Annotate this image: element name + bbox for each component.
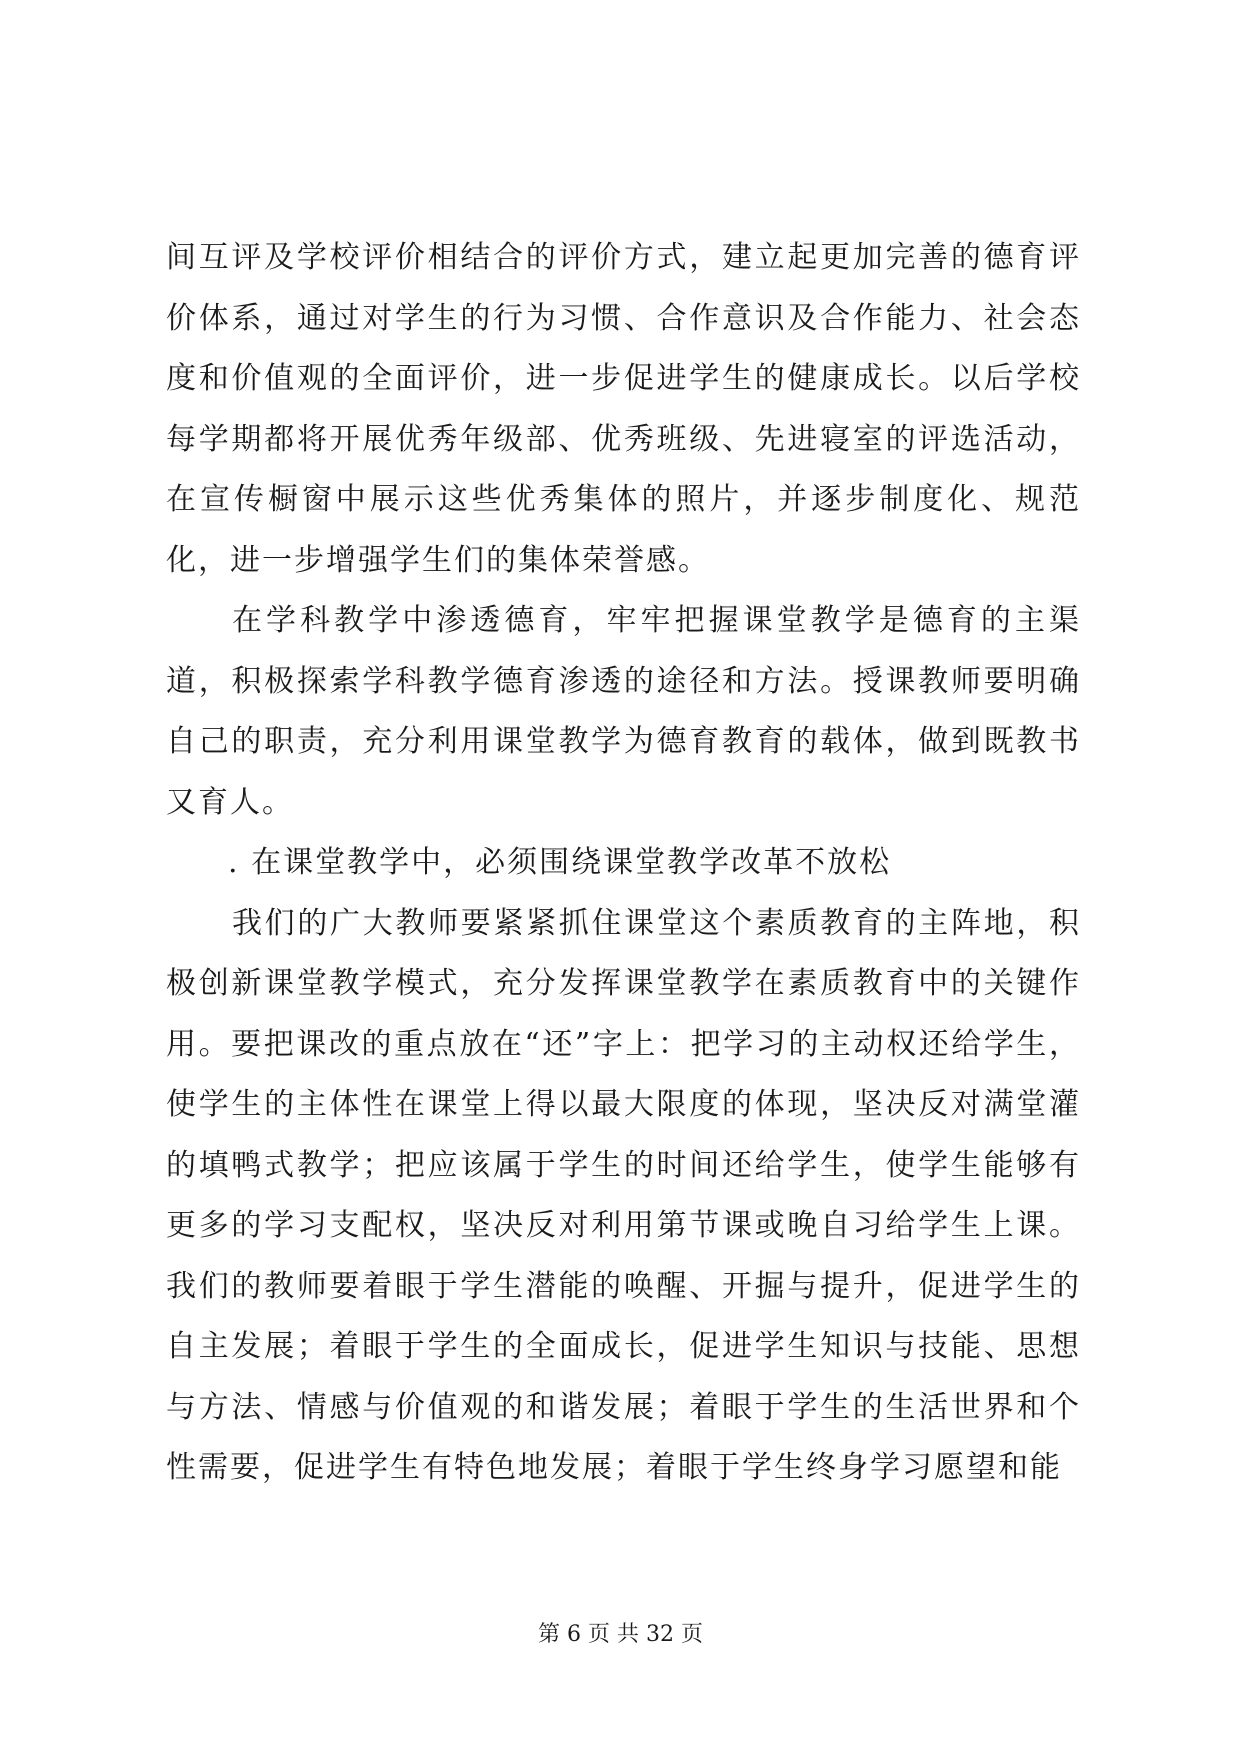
document-body xyxy=(166,228,1081,1499)
paragraph-subject-teaching: 在学科教学中渗透德育，牢牢把握课堂教学是德育的主渠道，积极探索学科教学德育渗透的途径和方法。授课教师要明确自己的职责，充分利用课堂教学为德育教育的载体，做到既教书又育人。 xyxy=(166,603,1081,820)
paragraph-evaluation-system: 间互评及学校评价相结合的评价方式，建立起更加完善的德育评价体系，通过对学生的行为习惯、合作意识及合作能力、社会态度和价值观的全面评价，进一步促进学生的健康成长。以后学校每学期都将开展优秀年级部、优秀班级、先进寝室的评选活动，在宣传橱窗中展示这些优秀集体的照片，并逐步制度化、规范化，进一步增强学生们的集体荣誉感。 xyxy=(166,240,1081,578)
paragraph-classroom-teaching: 我们的广大教师要紧紧抓住课堂这个素质教育的主阵地，积极创新课堂教学模式，充分发挥课堂教学在素质教育中的关键作用。要把课改的重点放在“还”字上：把学习的主动权还给学生，使学生的主体性在课堂上得以最大限度的体现，坚决反对满堂灌的填鸭式教学；把应该属于学生的时间还给学生，使学生能够有更多的学习支配权，坚决反对利用第节课或晚自习给学生上课。我们的教师要着眼于学生潜能的唤醒、开掘与提升，促进学生的自主发展；着眼于学生的全面成长，促进学生知识与技能、思想与方法、情感与价值观的和谐发展；着眼于学生的生活世界和个性需要，促进学生有特色地发展；着眼于学生终身学习愿望和能 xyxy=(166,905,1081,1485)
page-number-footer: 第 6 页 共 32 页 xyxy=(538,1622,703,1647)
section-heading-classroom-reform: . 在课堂教学中，必须围绕课堂教学改革不放松 xyxy=(228,845,892,880)
